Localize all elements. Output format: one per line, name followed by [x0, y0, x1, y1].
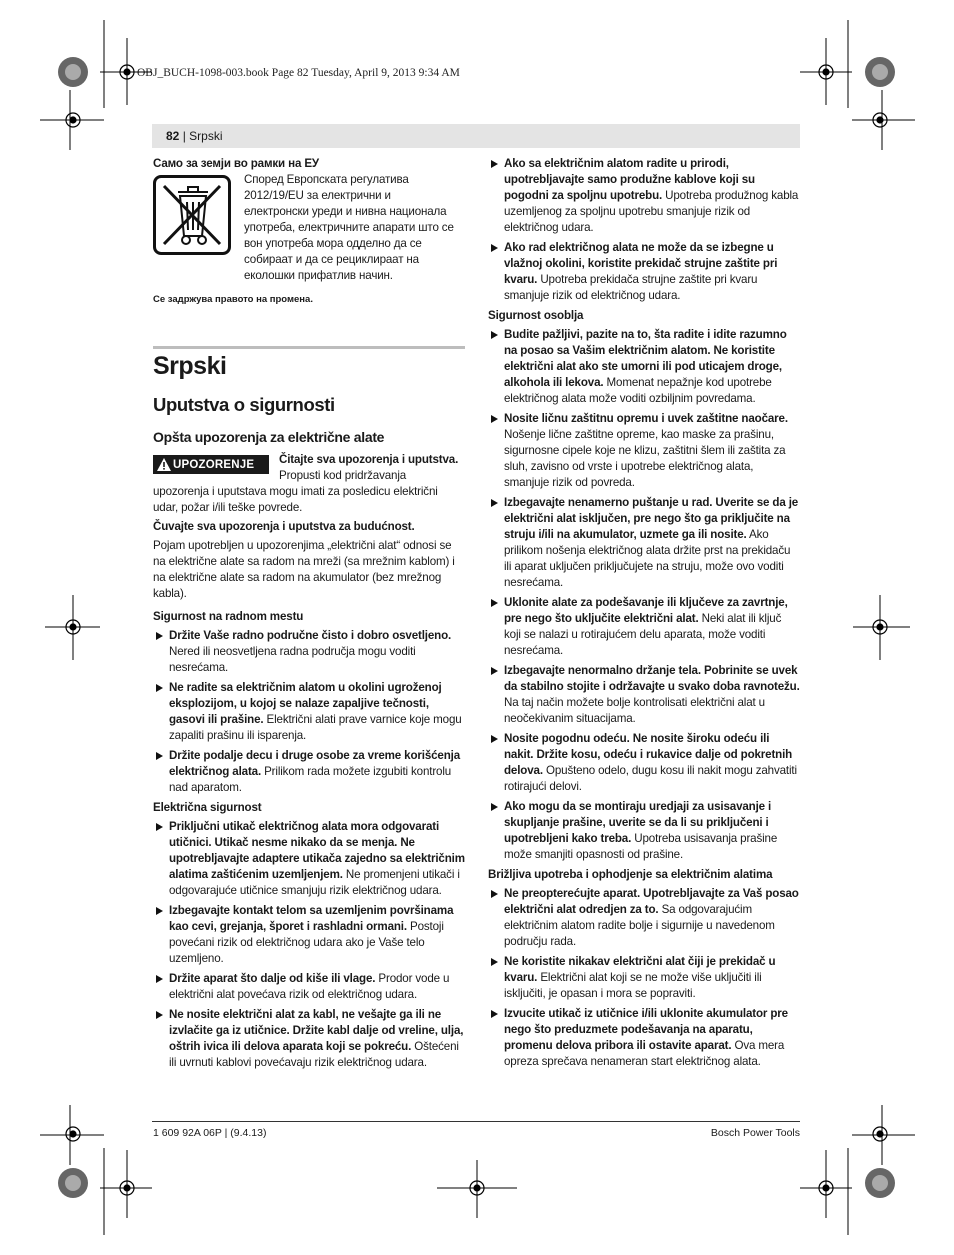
bullet-arrow-icon — [156, 975, 163, 983]
bullet-text: Upotreba produžnog kabla uzemljenog za spoljnu upotrebu smanjuje rizik od električnog udara. — [504, 189, 799, 234]
page-header-bar: 82 | Srpski — [152, 124, 800, 148]
reserve-note: Се задржува правото на промена. — [153, 294, 313, 305]
bullet-bold-text: Ako mogu da se montiraju uredjaji za usisavanje i skupljanje prašine, uverite se da li su priključeni i upotrebljeni kako treba. — [504, 800, 772, 845]
bullet-bold-text: Nosite pogodnu odeću. Ne nosite široku odeću ili nakit. Držite kosu, odeću i rukavice dalje od pokretnih delova. — [504, 732, 793, 777]
bullet-bold-text: Ne preopterećujte aparat. Upotrebljavajte za Vaš posao električni alat odredjen za to. — [504, 887, 799, 916]
bullet-text: Oštećeni ili uvrnuti kablovi povećavaju rizik električnog udara. — [169, 1040, 459, 1069]
bullet-arrow-icon — [156, 632, 163, 640]
safety-bullet-item — [488, 1006, 800, 1070]
safety-bullet-item — [488, 954, 800, 1002]
bullet-arrow-icon — [156, 907, 163, 915]
bullet-arrow-icon — [491, 803, 498, 811]
safety-bullet-item — [488, 156, 800, 236]
footer-brand: Bosch Power Tools — [710, 1127, 800, 1139]
bullet-arrow-icon — [156, 752, 163, 760]
bullet-text: Na taj način možete bolje kontrolisati električni alat u neočekivanim situacijama. — [504, 696, 765, 725]
safety-bullet-item — [488, 495, 800, 591]
warning-badge: UPOZORENJE — [153, 455, 269, 474]
title-rule — [153, 346, 465, 349]
bullet-bold-text: Ako sa električnim alatom radite u prirodi, upotrebljavajte samo produžne kablove koji su pogodni za spoljnu upotrebu. — [504, 157, 755, 202]
bullet-text: Ova mera opreza sprečava nenameran start električnog alata. — [504, 1039, 785, 1068]
bullet-text: Ne promenjeni utikači i odgovarajuće utičnice smanjuju rizik električnog udara. — [169, 868, 460, 897]
bullet-text: Neki alat ili ključ koji se nalazi u rotirajućem delu aparata, može voditi nesrećama. — [504, 612, 782, 657]
subsection-heading: Opšta upozorenja za električne alate — [153, 429, 385, 445]
crossed-bin-icon — [153, 175, 231, 255]
bullet-arrow-icon — [491, 160, 498, 168]
bullet-text: Nošenje lične zaštitne opreme, kao maske za prašinu, sigurnosne cipele koje ne klizu, zaštitni šlem ili zaštita za sluh, zavisno od vrste i upotrebe električnog alata, smanjuje rizik od povreda. — [504, 428, 786, 489]
safety-bullet-item — [153, 903, 465, 967]
bullet-arrow-icon — [156, 1011, 163, 1019]
bullet-text: Električni alati prave varnice koje mogu zapaliti prašinu ili isparenja. — [169, 713, 462, 742]
bullet-bold-text: Budite pažljivi, pazite na to, šta radite i idite razumno na posao sa Vašim električnim alatom. Ne koristite električni alat ako ste umorni ili pod uticajem droge, alkohola ili lekova. — [504, 328, 787, 389]
bullet-text: Sa odgovarajućim električnim alatom radite bolje i sigurnije u navedenom području rada. — [504, 903, 775, 948]
safety-bullet-item — [153, 680, 465, 744]
bullet-bold-text: Držite aparat što dalje od kiše ili vlage. — [169, 972, 376, 985]
group-heading: Sigurnost osoblja — [488, 309, 584, 322]
bullet-arrow-icon — [491, 415, 498, 423]
weee-heading: Само за земји во рамки на ЕУ — [153, 157, 319, 170]
definition-paragraph: Pojam upotrebljen u upozorenjima „električni alat“ odnosi se na električne alate sa radom na mreži (sa mrežnim kablom) i na električne alate sa radom na akumulator (bez mrežnog kabla). — [153, 539, 455, 600]
bullet-bold-text: Držite podalje decu i druge osobe za vreme korišćenja električnog alata. — [169, 749, 461, 778]
bullet-text: Prilikom rada možete izgubiti kontrolu nad aparatom. — [169, 765, 452, 794]
bullet-arrow-icon — [491, 499, 498, 507]
warning-triangle-icon — [157, 458, 171, 471]
bullet-bold-text: Ne koristite nikakav električni alat čiji je prekidač u kvaru. — [504, 955, 776, 984]
bullet-text: Električni alat koji se ne može više uključiti ili isključiti, je opasan i mora se popraviti. — [504, 971, 762, 1000]
group-heading: Brižljiva upotreba i ophodjenje sa električnim alatima — [488, 868, 773, 881]
footer-rule — [152, 1121, 800, 1122]
bullet-arrow-icon — [491, 331, 498, 339]
bullet-bold-text: Držite Vaše radno područne čisto i dobro osvetljeno. — [169, 629, 452, 642]
bullet-bold-text: Izbegavajte nenamerno puštanje u rad. Uverite se da je električni alat isključen, pre nego što ga priključite na struju i/ili na akumulator, uzmete ga ili nosite. — [504, 496, 799, 541]
bullet-bold-text: Nosite ličnu zaštitnu opremu i uvek zaštitne naočare. — [504, 412, 788, 425]
bullet-text: Ako prilikom nošenja električnog alata držite prst na prekidaču ili aparat uključen priključujete na struju, može ovo voditi nesrećama. — [504, 528, 791, 589]
bullet-text: Nered ili neosvetljena radna područja mogu voditi nesrećama. — [169, 645, 416, 674]
bullet-text: Upotreba prekidača strujne zaštite pri kvaru smanjuje rizik od električnog udara. — [504, 273, 758, 302]
bullet-arrow-icon — [156, 823, 163, 831]
warning-line1: Propusti kod pridržavanja — [279, 469, 407, 482]
page-language: Srpski — [189, 129, 223, 143]
keep-instructions: Čuvajte sva upozorenja i uputstva za budućnost. — [153, 520, 415, 533]
safety-bullet-item — [153, 1007, 465, 1071]
page-number: 82 — [166, 129, 180, 143]
bullet-arrow-icon — [491, 735, 498, 743]
section-heading: Uputstva o sigurnosti — [153, 394, 335, 415]
bullet-arrow-icon — [491, 667, 498, 675]
safety-bullet-item — [153, 628, 465, 676]
bullet-bold-text: Izbegavajte nenormalno držanje tela. Pobrinite se uvek da stabilno stojite i održavajte u svako doba ravnotežu. — [504, 664, 800, 693]
group-heading: Sigurnost na radnom mestu — [153, 610, 304, 623]
footer-docnumber: 1 609 92A 06P | (9.4.13) — [153, 1127, 267, 1139]
safety-bullet-item — [488, 240, 800, 304]
bullet-text: Upotreba usisavanja prašine može smanjiti opasnosti od prašine. — [504, 832, 778, 861]
bullet-bold-text: Priključni utikač električnog alata mora odgovarati utičnici. Utikač nesme nikako da se menja. Ne upotrebljavajte adaptere utikača zajedno sa električnim alatima zaštićenim uzemljenjem. — [169, 820, 465, 881]
safety-bullet-item — [153, 819, 465, 899]
warning-rest: upozorenja i uputstava mogu imati za posledicu električni udar, požar i/ili teške povrede. — [153, 485, 438, 514]
safety-bullet-item — [488, 799, 800, 863]
bullet-text: Momenat nepažnje kod upotrebe električnog alata može voditi ozbiljnim povredama. — [504, 376, 772, 405]
bullet-bold-text: Izvucite utikač iz utičnice i/ili uklonite akumulator pre nego što preduzmete podešavanja na aparatu, promenu delova pribora ili ostavite aparat. — [504, 1007, 788, 1052]
bullet-bold-text: Uklonite alate za podešavanje ili ključeve za zavrtnje, pre nego što uključite električni alat. — [504, 596, 788, 625]
bullet-arrow-icon — [491, 1010, 498, 1018]
bullet-text: Postoji povećani rizik od električnog udara ako je Vaše telo uzemljeno. — [169, 920, 444, 965]
bullet-arrow-icon — [491, 244, 498, 252]
safety-bullet-item — [153, 748, 465, 796]
bullet-arrow-icon — [491, 890, 498, 898]
bullet-arrow-icon — [491, 599, 498, 607]
page-title: Srpski — [153, 352, 227, 380]
warning-bold: Čitajte sva upozorenja i uputstva. — [279, 453, 459, 466]
bullet-bold-text: Ne nosite električni alat za kabl, ne vešajte ga ili ne izvlačite ga iz utičnice. Držite kabl dalje od vreline, ulja, oštrih ivica ili delova aparata koji se pokreću. — [169, 1008, 464, 1053]
bullet-bold-text: Izbegavajte kontakt telom sa uzemljenim površinama kao cevi, grejanja, šporet i rashladni ormani. — [169, 904, 454, 933]
safety-bullet-item — [488, 886, 800, 950]
group-heading: Električna sigurnost — [153, 801, 262, 814]
bullet-arrow-icon — [156, 684, 163, 692]
safety-bullet-item — [488, 595, 800, 659]
safety-bullet-item — [488, 663, 800, 727]
safety-bullet-item — [153, 971, 465, 1003]
bullet-bold-text: Ne radite sa električnim alatom u okolini ugroženoj eksplozijom, u kojoj se nalaze zapaljive tečnosti, gasovi ili prašine. — [169, 681, 442, 726]
safety-bullet-item — [488, 327, 800, 407]
weee-text: Според Европската регулатива 2012/19/EU за електрични и електронски уреди и нивна национала употреба, електричните апарати што се вон употреба мора одделно да се собираат и да се рециклираат на еколошки прифатлив начин. — [244, 173, 454, 282]
safety-bullet-item — [488, 731, 800, 795]
bullet-text: Prodor vode u električni alat povećava rizik od električnog udara. — [169, 972, 450, 1001]
safety-bullet-item — [488, 411, 800, 491]
bullet-arrow-icon — [491, 958, 498, 966]
bullet-bold-text: Ako rad električnog alata ne može da se izbegne u vlažnoj okolini, koristite prekidač strujne zaštite pri kvaru. — [504, 241, 778, 286]
book-header: OBJ_BUCH-1098-003.book Page 82 Tuesday, April 9, 2013 9:34 AM — [137, 67, 460, 79]
bullet-text: Opušteno odelo, dugu kosu ili nakit mogu zahvatiti rotirajući delovi. — [504, 764, 797, 793]
